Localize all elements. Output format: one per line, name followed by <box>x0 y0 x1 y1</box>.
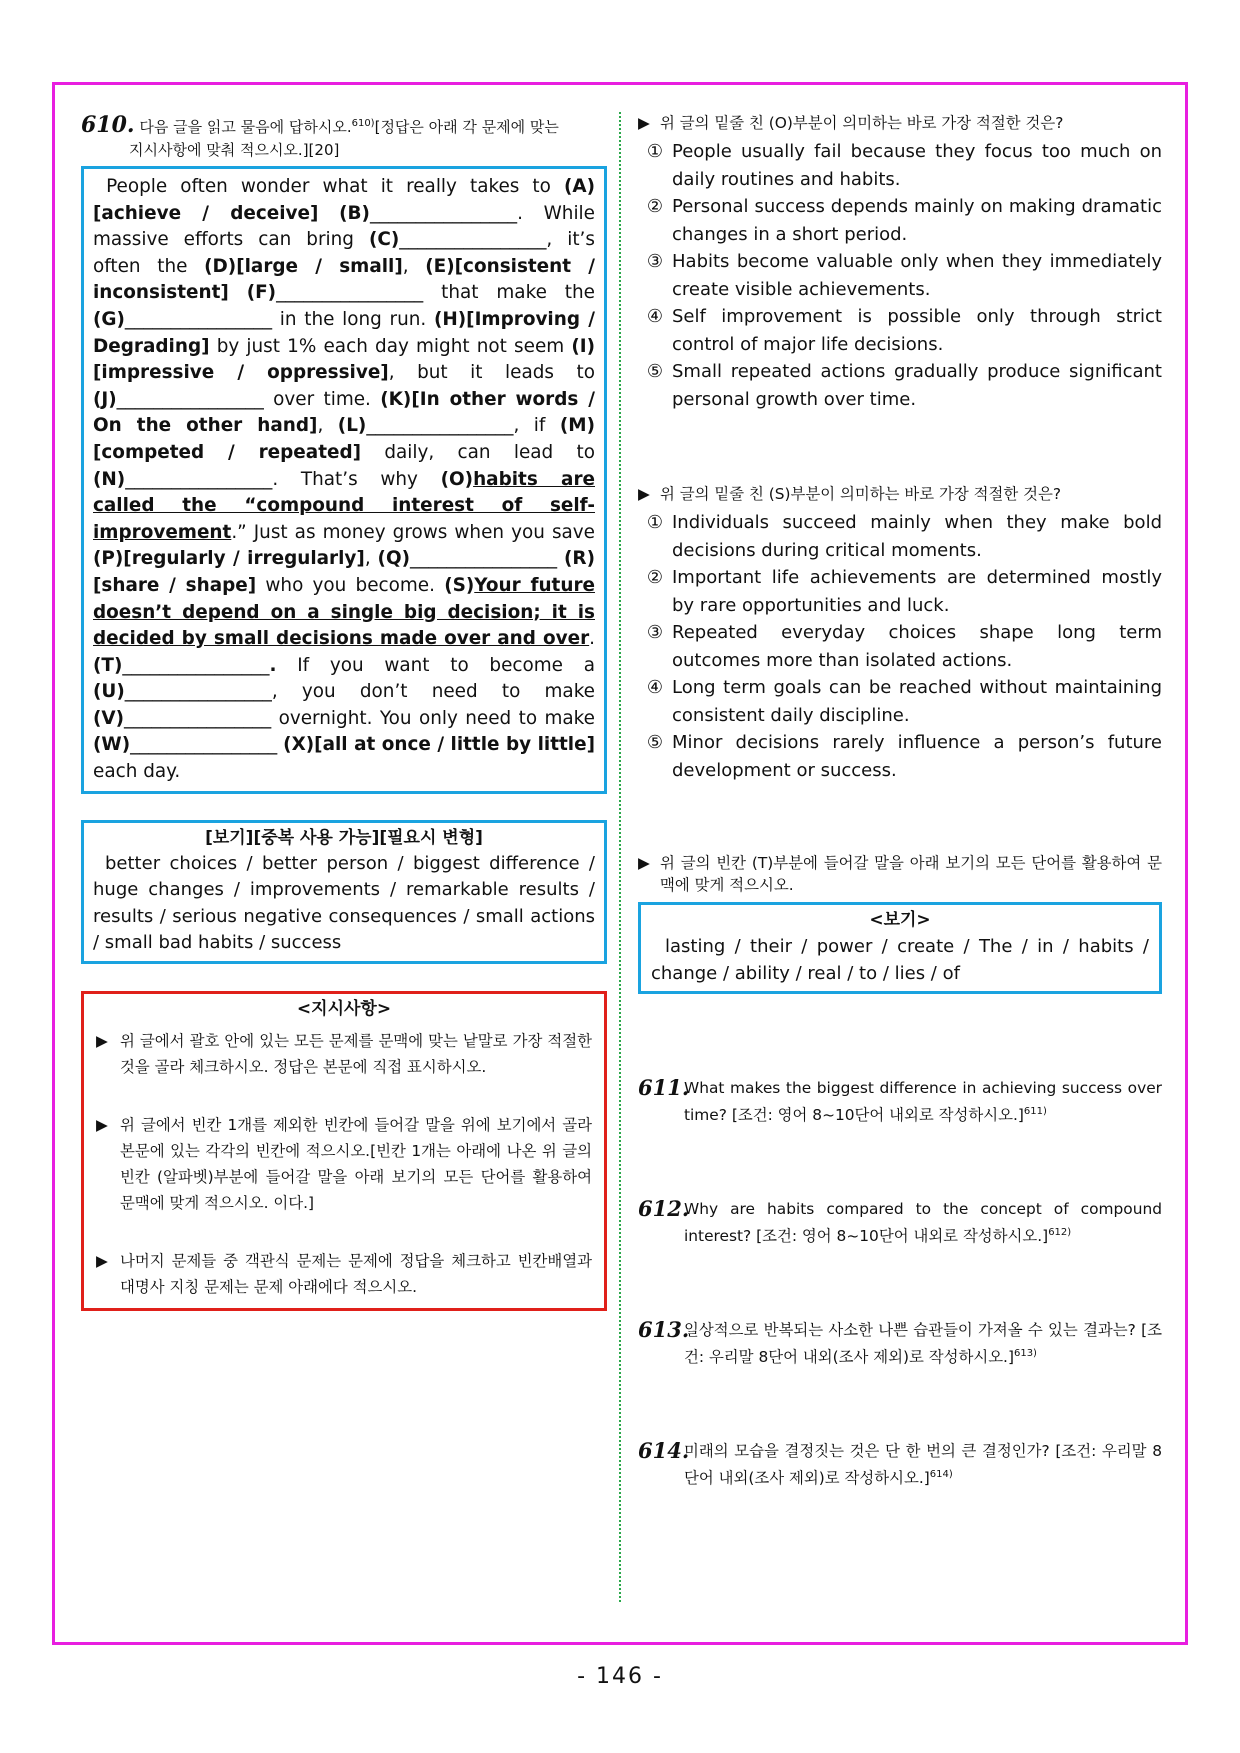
triangle-bullet-icon: ▶ <box>96 1252 108 1271</box>
page-number: - 146 - <box>577 1664 663 1689</box>
question-text: 일상적으로 반복되는 사소한 나쁜 습관들이 가져올 수 있는 결과는? [조건: 우리말 8단어 내외(조사 제외)로 작성하시오.] <box>684 1321 1162 1367</box>
footnote-ref: 611) <box>1023 1106 1047 1117</box>
underline-S-label: (S) <box>444 574 475 596</box>
option-number[interactable]: ① <box>646 141 664 162</box>
option-number[interactable]: ④ <box>646 677 664 698</box>
choice-E[interactable]: (E)[consistent / inconsistent] <box>93 255 595 304</box>
option[interactable] <box>638 729 1162 784</box>
question-number: 614. <box>638 1438 690 1464</box>
choice-R[interactable]: (R)[share / shape] <box>93 548 595 596</box>
option[interactable] <box>638 509 1162 564</box>
blank-F-label: (F) <box>246 282 277 304</box>
question-number: 610. <box>81 112 135 138</box>
option[interactable] <box>638 193 1162 248</box>
q610-instruction3: 지시사항에 맞춰 적으시오.][20] <box>129 141 340 159</box>
question-text: 위 글의 밑줄 친 (S)부분이 의미하는 바로 가장 적절한 것은? <box>660 485 1062 503</box>
passage-text: , it’s often the <box>93 229 595 277</box>
blank-B[interactable]: ________________ <box>369 202 518 224</box>
word-bank-title: [보기][중복 사용 가능][필요시 변형] <box>205 827 483 848</box>
option[interactable] <box>638 619 1162 674</box>
option-text: Personal success depends mainly on making dramatic changes in a short period. <box>672 196 1162 245</box>
blank-C[interactable]: ________________ <box>399 229 547 251</box>
blank-Q-label: (Q) <box>377 548 410 570</box>
triangle-bullet-icon: ▶ <box>638 854 650 872</box>
triangle-bullet-icon: ▶ <box>638 114 650 132</box>
option[interactable] <box>638 303 1162 358</box>
column-divider <box>619 112 621 1602</box>
passage-text: each day. <box>93 761 181 783</box>
underlined-O: habits are called the “compound interest of self-improvement <box>93 468 595 543</box>
passage-text: . That’s why <box>272 468 441 490</box>
blank-W[interactable]: ________________ <box>130 734 278 756</box>
option-number[interactable]: ③ <box>646 622 664 643</box>
blank-W-label: (W) <box>93 734 131 756</box>
blank-N[interactable]: ________________ <box>125 468 273 490</box>
direction-item <box>96 1248 592 1300</box>
question-number: 613. <box>638 1317 690 1343</box>
reading-passage: People often wonder what it really takes to (A)[achieve / deceive] (B)________________. While massive efforts can bring (C)________________, it’s often the (D)[large / small], (E)[consistent / inconsistent] (F)________________ that make the (G)________________ in the long run. (H)[Improving / Degrading] by just 1% each day might not seem (I)[impressive / oppressive], but it leads to (J)________________ over time. (K)[In other words / On the other hand], (L)________________, if (M)[competed / repeated] daily, can lead to (N)________________. That’s why (O)habits are called the “compound interest of self-improvement.” Just as money grows when you save (P)[regularly / irregularly], (Q)________________ (R)[share / shape] who you become. (S)Your future doesn’t depend on a single big decision; it is decided by small decisions made over and over. (T)________________. If you want to become a (U)________________, you don’t need to make (V)________________ overnight. You only need to make (W)________________ (X)[all at once / little by little] each day. <box>81 166 607 794</box>
passage-text: .” Just as money grows when you save <box>231 521 595 543</box>
choice-M[interactable]: (M)[competed / repeated] <box>93 415 595 463</box>
passage-text: by just 1% each day might not seem <box>209 335 572 357</box>
blank-J-label: (J) <box>93 388 117 410</box>
option-number[interactable]: ⑤ <box>646 732 664 753</box>
passage-text: that make the <box>423 282 595 304</box>
blank-N-label: (N) <box>93 468 126 490</box>
blank-T-label: (T) <box>93 654 123 676</box>
option-text: Habits become valuable only when they immediately create visible achievements. <box>672 251 1162 300</box>
option-text: Repeated everyday choices shape long term outcomes more than isolated actions. <box>672 622 1162 671</box>
passage-text: , if <box>513 415 560 437</box>
option[interactable] <box>638 358 1162 413</box>
passage-text: in the long run. <box>272 308 434 330</box>
passage-text: over time. <box>263 388 381 410</box>
question-text: 미래의 모습을 결정짓는 것은 단 한 번의 큰 결정인가? [조건: 우리말 8단어 내외(조사 제외)로 작성하시오.] <box>684 1442 1162 1488</box>
word-bank-words: lasting / their / power / create / The / in / habits / change / ability / real / to / lies / of <box>651 936 1149 984</box>
option-number[interactable]: ③ <box>646 251 664 272</box>
triangle-bullet-icon: ▶ <box>638 485 650 503</box>
mc-O-question <box>638 112 1162 134</box>
triangle-bullet-icon: ▶ <box>96 1032 108 1051</box>
blank-V[interactable]: ________________ <box>124 707 272 729</box>
blank-U-label: (U) <box>93 681 125 703</box>
passage-text: , but it leads to <box>388 362 595 384</box>
choice-A[interactable]: (A)[achieve / deceive] <box>93 176 595 224</box>
passage-text: . <box>589 628 595 650</box>
right-column <box>638 112 1162 1491</box>
direction-text: 위 글에서 괄호 안에 있는 모든 문제를 문맥에 맞는 낱말로 가장 적절한 것을 골라 체크하시오. 정답은 본문에 직접 표시하시오. <box>120 1032 592 1077</box>
arrange-T-question <box>638 852 1162 896</box>
word-bank-box <box>81 820 607 964</box>
passage-text: If you want to become a <box>276 654 595 676</box>
blank-U[interactable]: ________________ <box>124 681 272 703</box>
mc-O-options <box>638 138 1162 413</box>
footnote-ref: 613) <box>1013 1348 1037 1360</box>
question-text: 위 글의 빈칸 (T)부분에 들어갈 말을 아래 보기의 모든 단어를 활용하여 문맥에 맞게 적으시오. <box>660 854 1162 894</box>
option-text: Small repeated actions gradually produce significant personal growth over time. <box>672 361 1162 410</box>
blank-G[interactable]: ________________ <box>124 308 273 330</box>
direction-text: 나머지 문제들 중 객관식 문제는 문제에 정답을 체크하고 빈칸배열과 대명사 지칭 문제는 문제 아래에다 적으시오. <box>120 1252 592 1297</box>
blank-L[interactable]: ________________ <box>366 415 514 437</box>
direction-text: 위 글에서 빈칸 1개를 제외한 빈칸에 들어갈 말을 위에 보기에서 골라 본문에 있는 각각의 빈칸에 적으시오.[빈칸 1개는 아래에 나온 위 글의 빈칸 (알파벳)부분에 들어갈 말을 아래 보기의 모든 단어를 활용하여 문맥에 맞게 적으시오. 이다.] <box>120 1116 592 1213</box>
question-613 <box>638 1318 1162 1369</box>
passage-text: , you don’t need to make <box>271 681 595 703</box>
passage-text: People often wonder what it really takes to <box>106 176 564 197</box>
arrange-word-bank <box>638 902 1162 994</box>
q610-instruction2: [정답은 아래 각 문제에 맞는 <box>374 118 559 136</box>
choice-X[interactable]: (X)[all at once / little by little] <box>283 734 595 756</box>
word-bank-words: better choices / better person / biggest difference / huge changes / improvements / remarkable results / results / serious negative consequences / small actions / small bad habits / success <box>93 852 595 954</box>
blank-J[interactable]: ________________ <box>116 388 264 410</box>
option-text: Minor decisions rarely influence a person’s future development or success. <box>672 732 1162 781</box>
question-number: 612. <box>638 1196 690 1222</box>
option[interactable] <box>638 564 1162 619</box>
directions-title: <지시사항> <box>296 999 392 1020</box>
blank-G-label: (G) <box>93 308 125 330</box>
footnote-ref: 614) <box>929 1469 953 1481</box>
underline-O-label: (O) <box>440 468 474 490</box>
option-number[interactable]: ② <box>646 196 664 217</box>
passage-text: who you become. <box>256 574 445 596</box>
blank-C-label: (C) <box>368 229 400 251</box>
direction-item <box>96 1028 592 1080</box>
blank-Q[interactable]: ________________ <box>410 548 558 570</box>
passage-text: overnight. You only need to make <box>271 707 595 729</box>
option-text: Important life achievements are determined mostly by rare opportunities and luck. <box>672 567 1162 616</box>
blank-F[interactable]: ________________ <box>276 282 424 304</box>
choice-H[interactable]: (H)[Improving / Degrading] <box>93 308 595 357</box>
blank-B-label: (B) <box>339 202 370 224</box>
word-bank-title: <보기> <box>869 910 931 930</box>
q610-instruction: 다음 글을 읽고 물음에 답하시오. <box>139 118 352 136</box>
question-text: 위 글의 밑줄 친 (O)부분이 의미하는 바로 가장 적절한 것은? <box>660 114 1064 132</box>
option[interactable] <box>638 138 1162 193</box>
choice-I[interactable]: (I)[impressive / oppressive] <box>93 335 595 384</box>
option-text: Self improvement is possible only through strict control of major life decisions. <box>672 306 1162 355</box>
option-number[interactable]: ② <box>646 567 664 588</box>
q610-header <box>81 112 607 162</box>
footnote-ref: 612) <box>1048 1227 1072 1239</box>
option[interactable] <box>638 674 1162 729</box>
mc-S-question <box>638 483 1162 505</box>
left-column <box>81 112 607 1311</box>
choice-D[interactable]: (D)[large / small] <box>204 255 403 277</box>
option-number[interactable]: ⑤ <box>646 361 664 382</box>
option-text: Individuals succeed mainly when they make bold decisions during critical moments. <box>672 512 1162 561</box>
underlined-S: Your future doesn’t depend on a single big decision; it is decided by small decisions made over and over <box>93 574 595 650</box>
passage-text: daily, can lead to <box>361 441 595 463</box>
triangle-bullet-icon: ▶ <box>96 1116 108 1135</box>
mc-S-options <box>638 509 1162 784</box>
footnote-ref: 610) <box>351 118 375 129</box>
passage-text: . While massive efforts can bring <box>93 202 595 251</box>
question-text: Why are habits compared to the concept of compound interest? [조건: 영어 8~10단어 내외로 작성하시오.] <box>684 1200 1162 1246</box>
option-number[interactable]: ① <box>646 512 664 533</box>
option-text: Long term goals can be reached without maintaining consistent daily discipline. <box>672 677 1162 726</box>
option-text: People usually fail because they focus too much on daily routines and habits. <box>672 141 1162 190</box>
question-611 <box>638 1076 1162 1127</box>
option[interactable] <box>638 248 1162 303</box>
choice-P[interactable]: (P)[regularly / irregularly] <box>93 548 365 570</box>
directions-box <box>81 991 607 1311</box>
question-number: 611. <box>638 1075 690 1100</box>
question-text: What makes the biggest difference in achieving success over time? [조건: 영어 8~10단어 내외로 작성하시오.] <box>684 1079 1162 1125</box>
question-614 <box>638 1439 1162 1490</box>
question-612 <box>638 1197 1162 1248</box>
option-number[interactable]: ④ <box>646 306 664 327</box>
blank-L-label: (L) <box>337 415 367 437</box>
direction-item <box>96 1112 592 1216</box>
blank-V-label: (V) <box>93 707 125 729</box>
choice-K[interactable]: (K)[In other words / On the other hand] <box>93 388 595 437</box>
blank-T[interactable]: ________________ <box>122 654 270 676</box>
